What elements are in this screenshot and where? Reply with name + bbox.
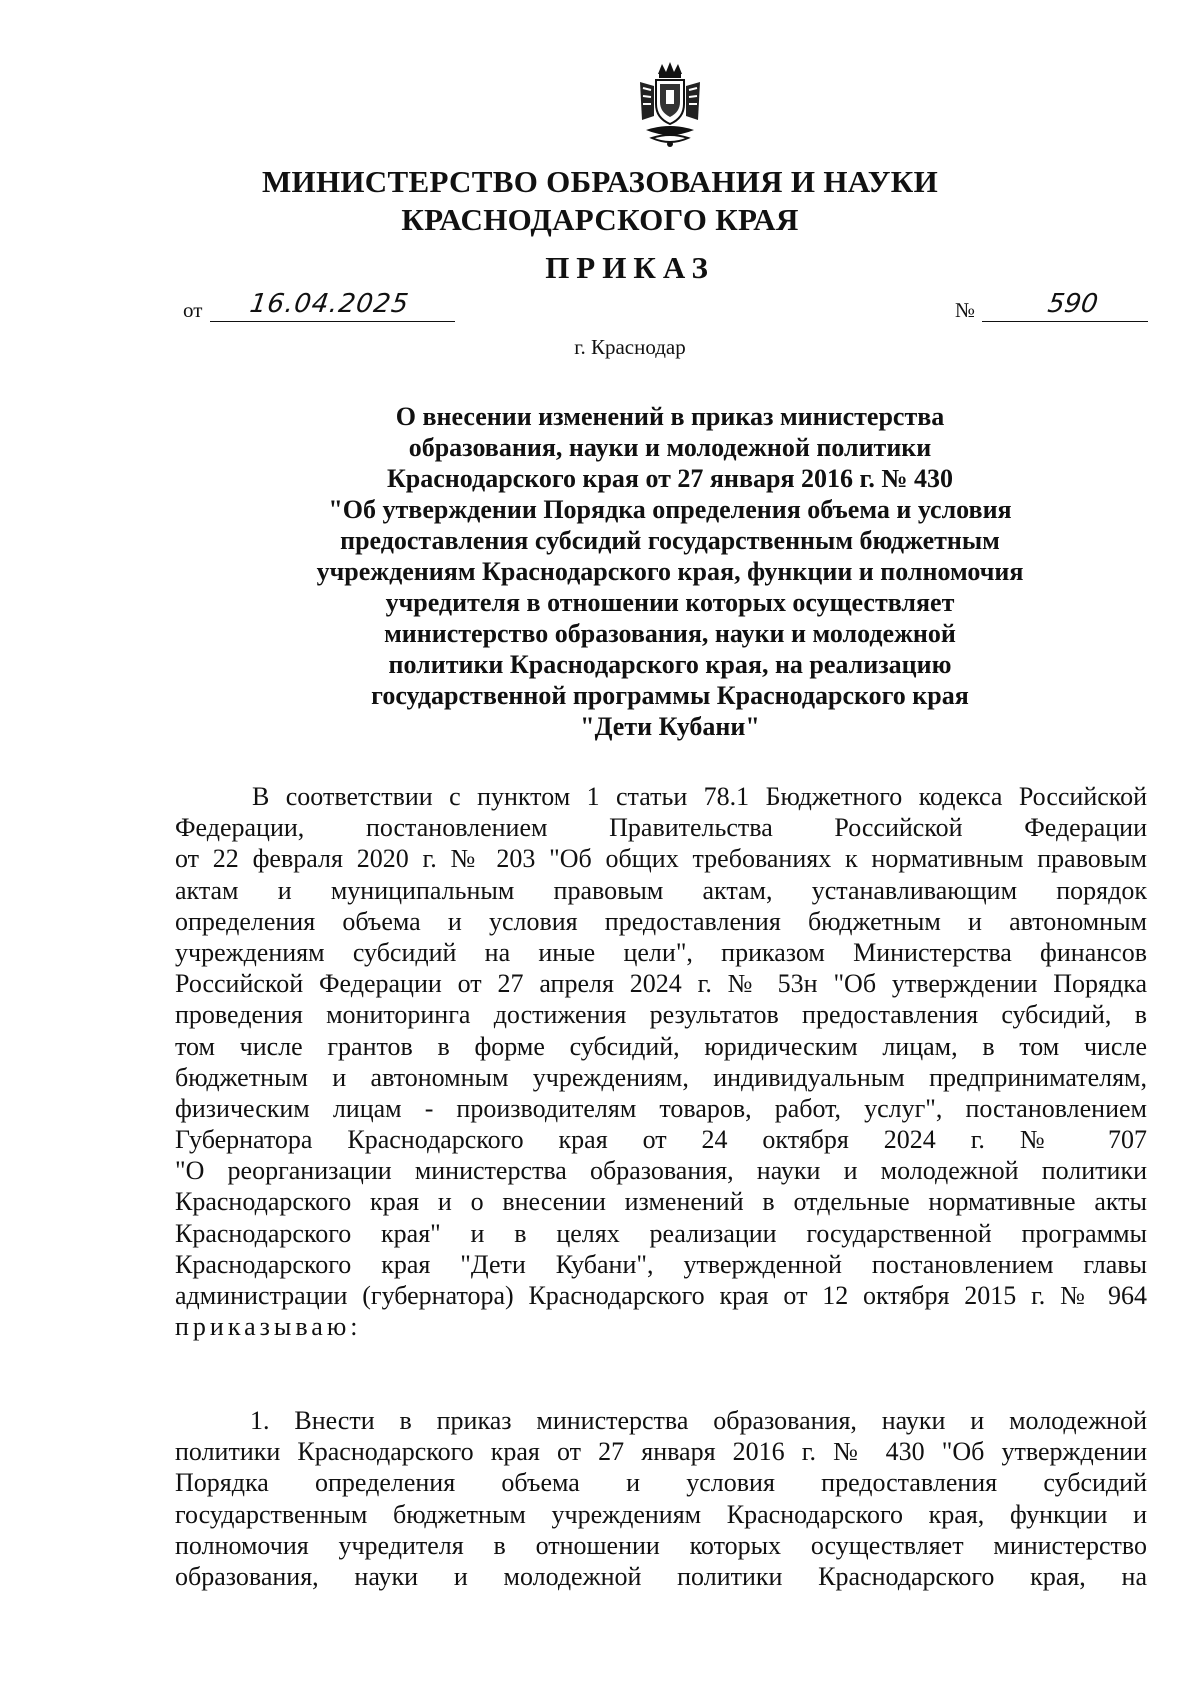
preamble-line: "О реорганизации министерства образования, науки и молодежной политики [175,1156,1147,1186]
subject-line: политики Краснодарского края, на реализацию [388,650,952,679]
coat-of-arms-emblem [632,60,708,150]
preamble-line: Российской Федерации от 27 апреля 2024 г. № 53н "Об утверждении Порядка [175,969,1147,999]
subject-line: "Об утверждении Порядка определения объема и условия [328,495,1012,524]
date-underline [210,321,455,322]
ministry-name-line-2: КРАСНОДАРСКОГО КРАЯ [401,202,799,237]
preamble-line: Краснодарского края "Дети Кубани", утвержденной постановлением главы [175,1249,1147,1279]
preamble-line: от 22 февраля 2020 г. № 203 "Об общих требованиях к нормативным правовым [175,844,1147,874]
subject-line: государственной программы Краснодарского края [371,681,969,710]
preamble-paragraph [175,781,1147,1342]
date-label: от [183,298,203,322]
preamble-line: Краснодарского края" и в целях реализации государственной программы [175,1218,1147,1248]
preamble-line: бюджетным и автономным учреждениям, индивидуальным предпринимателям, [175,1062,1147,1092]
number-underline [982,321,1148,322]
order-subject-title [180,401,1160,742]
preamble-line: Губернатора Краснодарского края от 24 октября 2024 г. № 707 [175,1125,1147,1155]
subject-line: О внесении изменений в приказ министерства [395,402,945,431]
item-1-line: государственным бюджетным учреждениям Краснодарского края, функции и [175,1499,1147,1529]
subject-line: образования, науки и молодежной политики [408,433,932,462]
preamble-line: том числе грантов в форме субсидий, юридическим лицам, в том числе [175,1031,1147,1061]
preamble-line: Федерации, постановлением Правительства Российской Федерации [175,813,1147,843]
number-label: № [955,298,976,322]
item-1-line: полномочия учредителя в отношении которых осуществляет министерство [175,1530,1147,1560]
preamble-line: проведения мониторинга достижения результатов предоставления субсидий, в [175,1000,1147,1030]
subject-line: предоставления субсидий государственным бюджетным [340,526,1000,555]
subject-line: Краснодарского края от 27 января 2016 г. № 430 [386,464,954,493]
preamble-line: Краснодарского края и о внесении изменений в отдельные нормативные акты [175,1187,1147,1217]
item-1-line: образования, науки и молодежной политики Краснодарского края, на [175,1561,1147,1591]
preamble-line: В соответствии с пунктом 1 статьи 78.1 Бюджетного кодекса Российской [252,782,1147,811]
preamble-line: актам и муниципальным правовым актам, устанавливающим порядок [175,875,1147,905]
ministry-name-line-1: МИНИСТЕРСТВО ОБРАЗОВАНИЯ И НАУКИ [262,164,938,199]
subject-line: "Дети Кубани" [580,712,760,741]
preamble-line: физическим лицам - производителям товаров, работ, услуг", постановлением [175,1093,1147,1123]
subject-line: учредителя в отношении которых осуществляет [385,588,955,617]
preamble-line: учреждениям субсидий на иные цели", приказом Министерства финансов [175,937,1147,967]
handwritten-number: 590 [1045,289,1100,319]
preamble-line: администрации (губернатора) Краснодарского края от 12 октября 2015 г. № 964 [175,1281,1147,1310]
item-1-line: политики Краснодарского края от 27 января 2016 г. № 430 "Об утверждении [175,1437,1147,1467]
document-type-title: ПРИКАЗ [545,250,715,285]
item-1-line: Порядка определения объема и условия предоставления субсидий [175,1468,1147,1498]
item-1-line: 1. Внести в приказ министерства образования, науки и молодежной [250,1406,1147,1435]
order-word: приказываю: [175,1312,362,1342]
preamble-line: определения объема и условия предоставления бюджетным и автономным [175,906,1147,936]
handwritten-date: 16.04.2025 [247,289,411,319]
subject-line: учреждениям Краснодарского края, функции и полномочия [316,557,1024,586]
subject-line: министерство образования, науки и молодежной [384,619,956,648]
city-name: г. Краснодар [574,335,686,359]
item-1-paragraph [175,1405,1147,1592]
